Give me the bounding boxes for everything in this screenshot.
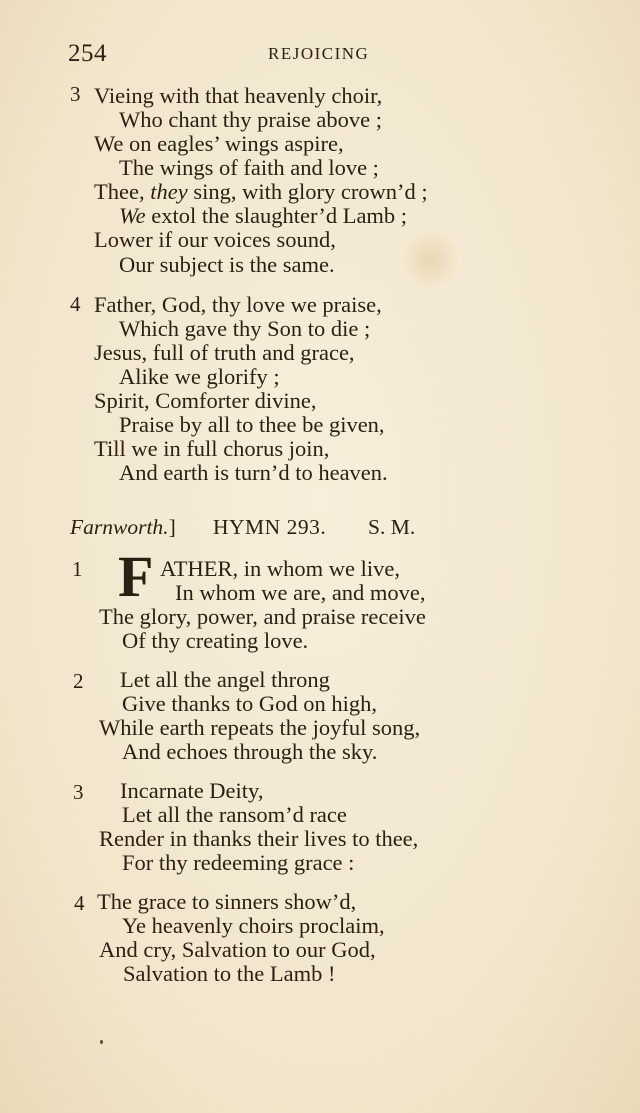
verse-1-line-4: Of thy creating love. — [122, 628, 309, 653]
verse-1-line-2: In whom we are, and move, — [175, 580, 426, 605]
stanza-4-line-4: Alike we glorify ; — [119, 364, 280, 389]
verse-1-line-1: ATHER, in whom we live, — [160, 556, 400, 581]
stanza-3-line-8: Our subject is the same. — [119, 252, 335, 277]
stanza-4-line-8: And earth is turn’d to heaven. — [119, 460, 388, 485]
verse-2-line-4: And echoes through the sky. — [122, 739, 378, 764]
stanza-3-line-6-italic: We — [119, 203, 146, 228]
stanza-3-line-5-b: sing, with glory crown’d ; — [187, 179, 428, 204]
page-number: 254 — [68, 40, 107, 67]
stanza-3-line-5-a: Thee, — [94, 179, 151, 204]
hymn-heading — [70, 515, 176, 540]
verse-2-line-3: While earth repeats the joyful song, — [99, 715, 421, 740]
stanza-3-line-1: Vieing with that heavenly choir, — [94, 83, 383, 108]
stanza-4-line-2: Which gave thy Son to die ; — [119, 316, 371, 341]
verse-1-number: 1 — [72, 557, 83, 581]
stanza-3-line-3: We on eagles’ wings aspire, — [94, 131, 344, 156]
verse-4-line-1: The grace to sinners show’d, — [97, 889, 357, 914]
stanza-3-number: 3 — [70, 82, 81, 106]
verse-3-line-4: For thy redeeming grace : — [122, 850, 355, 875]
stanza-4-line-1: Father, God, thy love we praise, — [94, 292, 382, 317]
stanza-3-line-5-italic: they — [150, 179, 188, 204]
verse-4-number: 4 — [74, 891, 85, 915]
stanza-4-number: 4 — [70, 292, 81, 316]
hymn-meter: S. M. — [368, 515, 416, 539]
verse-1-line-3: The glory, power, and praise receive — [99, 604, 426, 629]
running-title: REJOICING — [268, 44, 370, 63]
verse-4-line-3: And cry, Salvation to our God, — [99, 937, 376, 962]
verse-2-line-2: Give thanks to God on high, — [122, 691, 377, 716]
verse-4-line-4: Salvation to the Lamb ! — [123, 961, 336, 986]
hymn-title: HYMN 293. — [213, 515, 327, 539]
verse-3-line-1: Incarnate Deity, — [120, 778, 264, 803]
paper-stain — [400, 230, 460, 290]
tune-bracket: ] — [168, 515, 176, 539]
verse-4-line-2: Ye heavenly choirs proclaim, — [122, 913, 385, 938]
stanza-3-line-6 — [119, 204, 407, 228]
stanza-3-line-2: Who chant thy praise above ; — [119, 107, 383, 132]
stanza-4-line-5: Spirit, Comforter divine, — [94, 388, 317, 413]
verse-3-line-3: Render in thanks their lives to thee, — [99, 826, 419, 851]
stanza-3-line-4: The wings of faith and love ; — [119, 155, 379, 180]
stanza-4-line-7: Till we in full chorus join, — [94, 436, 330, 461]
stanza-3-line-7: Lower if our voices sound, — [94, 227, 336, 252]
stanza-3-line-5 — [94, 180, 428, 204]
stanza-3-line-6-b: extol the slaughter’d Lamb ; — [145, 203, 408, 228]
stanza-4-line-3: Jesus, full of truth and grace, — [94, 340, 355, 365]
stanza-4-line-6: Praise by all to thee be given, — [119, 412, 385, 437]
verse-3-line-2: Let all the ransom’d race — [122, 802, 347, 827]
printer-mark — [100, 1040, 103, 1044]
verse-2-number: 2 — [73, 669, 84, 693]
verse-2-line-1: Let all the angel throng — [120, 667, 330, 692]
drop-cap: F — [118, 544, 154, 609]
verse-3-number: 3 — [73, 780, 84, 804]
tune-name: Farnworth. — [70, 515, 169, 539]
